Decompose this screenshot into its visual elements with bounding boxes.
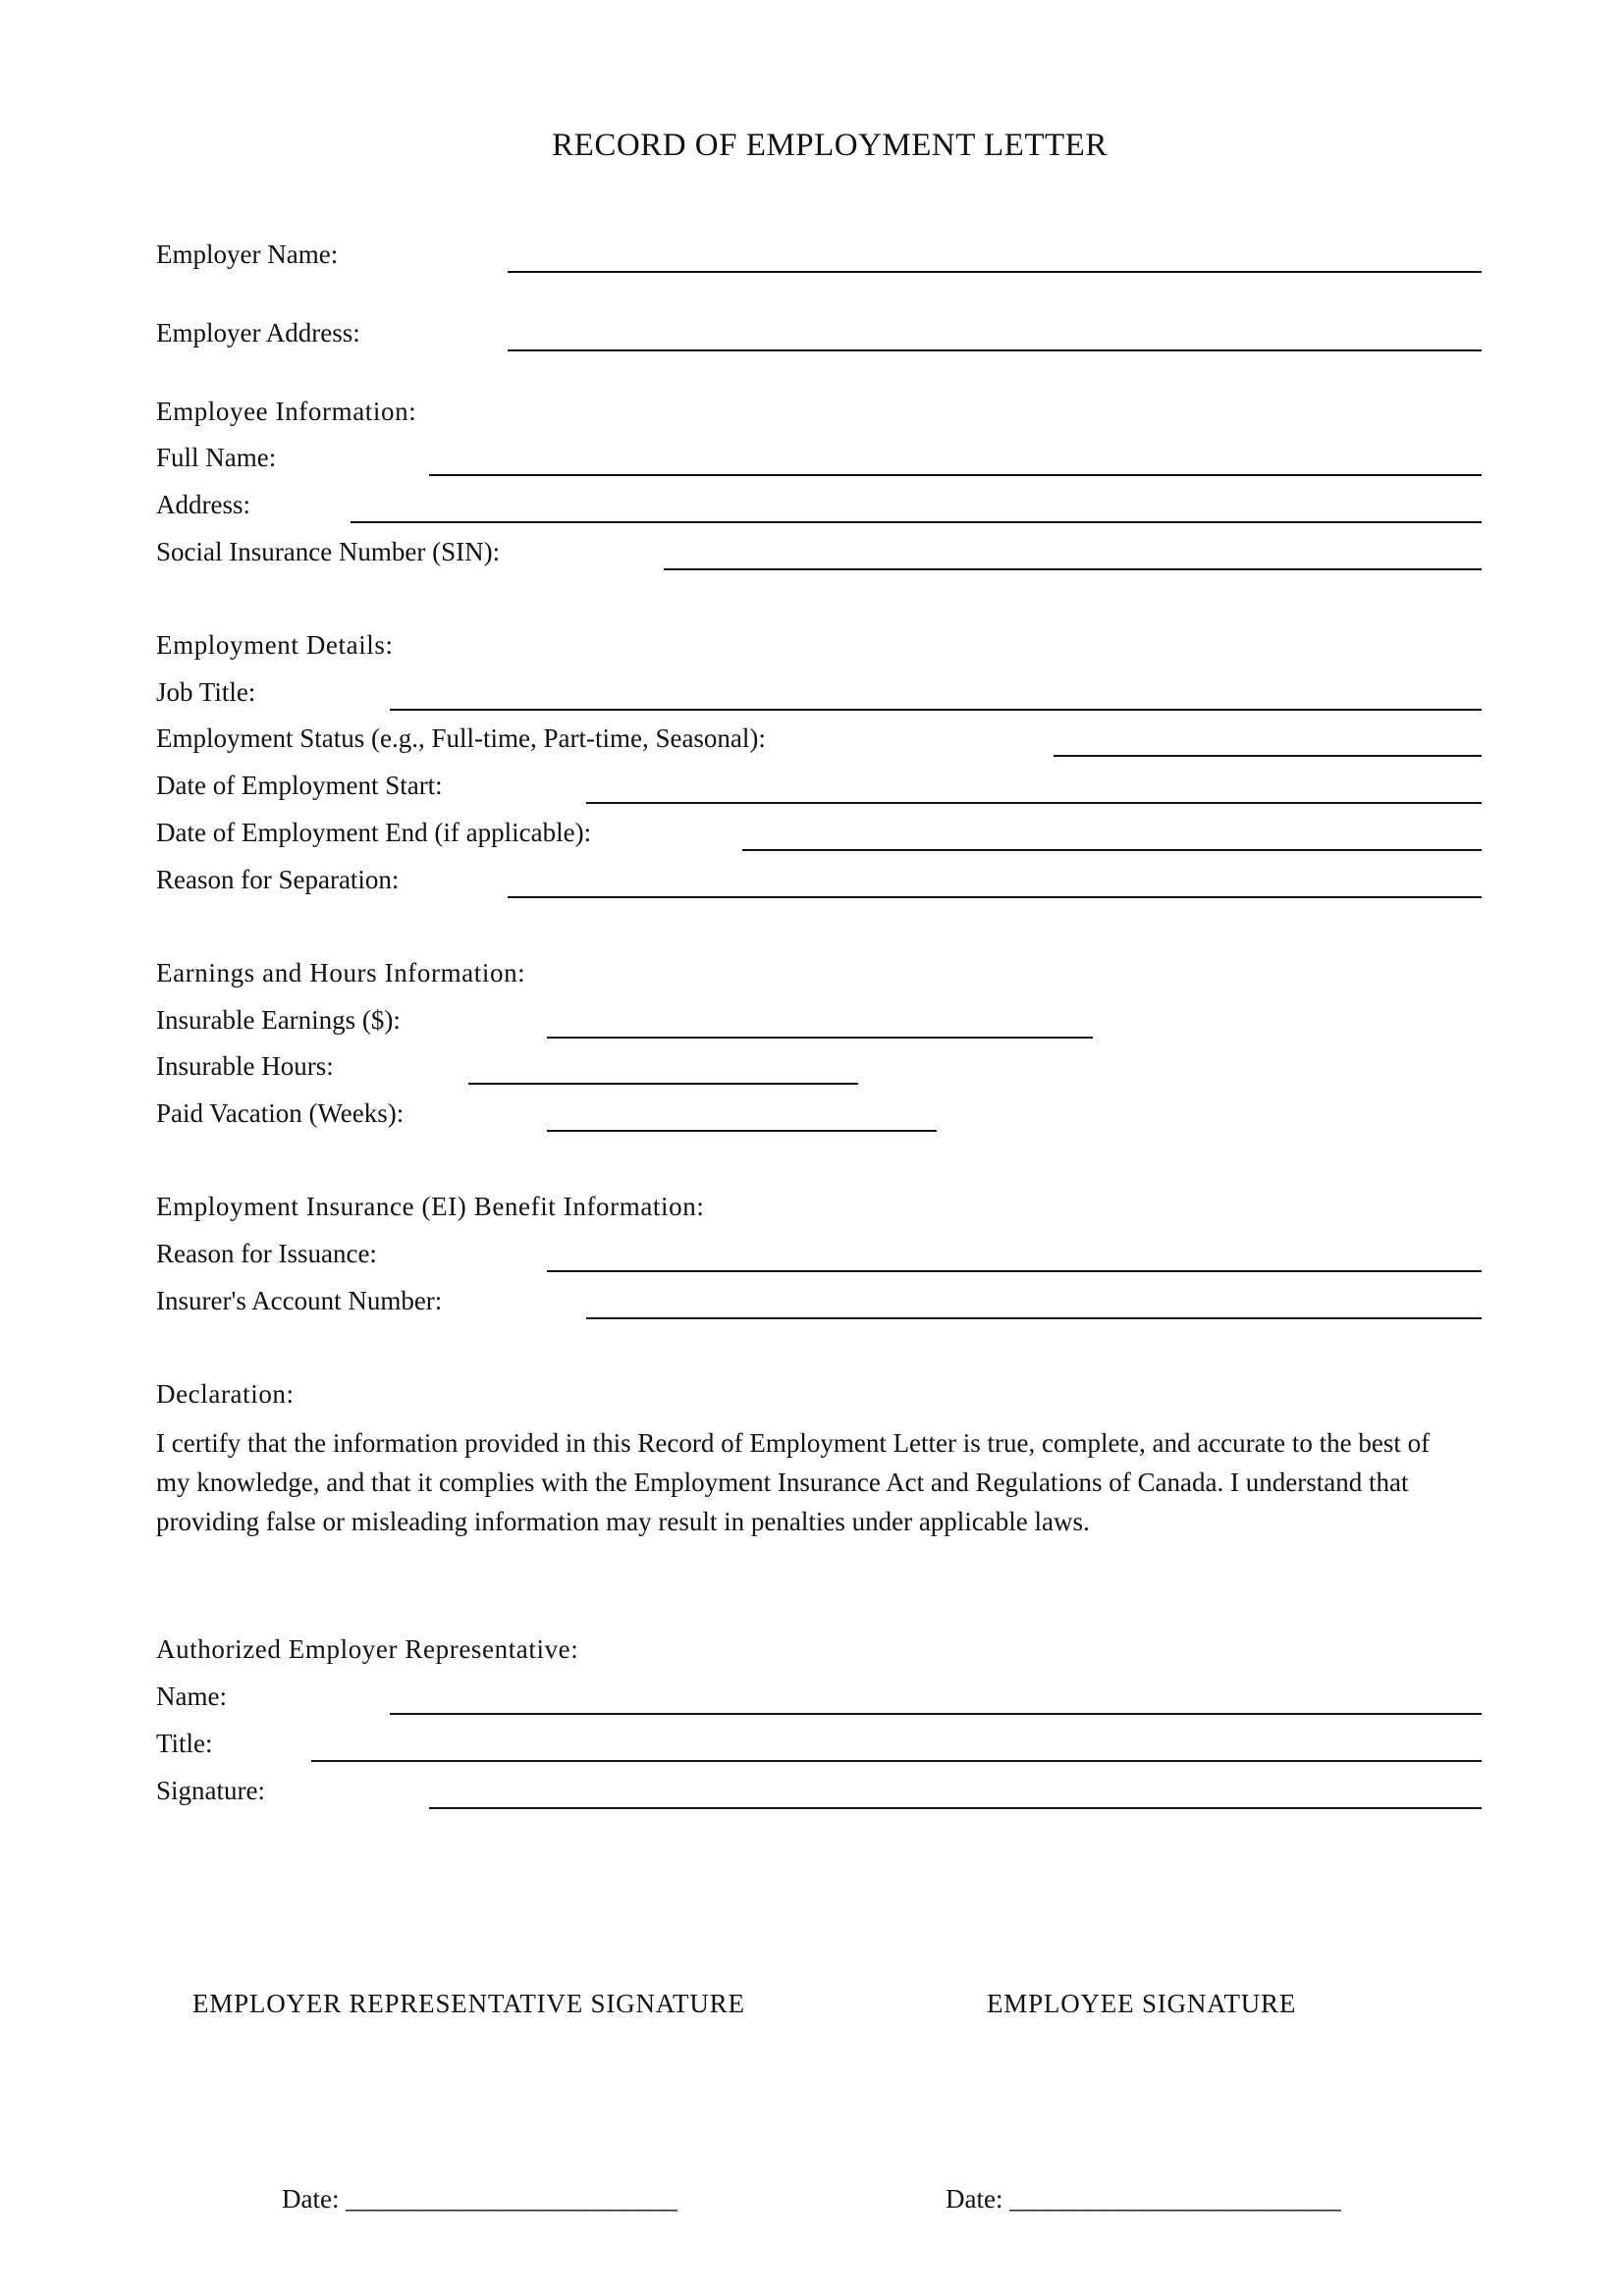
separation-reason-field[interactable] (508, 896, 1482, 898)
earnings-heading: Earnings and Hours Information: (156, 958, 526, 988)
employee-info-heading: Employee Information: (156, 397, 417, 426)
address-field[interactable] (351, 521, 1482, 523)
employee-signature-caption: EMPLOYEE SIGNATURE (987, 1989, 1297, 2018)
paid-vacation-field[interactable] (547, 1130, 937, 1132)
paid-vacation-label: Paid Vacation (Weeks): (156, 1098, 405, 1128)
address-label: Address: (156, 490, 250, 519)
employment-status-field[interactable] (1054, 755, 1482, 757)
declaration-text (156, 1423, 1491, 1541)
employment-details-heading: Employment Details: (156, 630, 394, 660)
sin-label: Social Insurance Number (SIN): (156, 537, 501, 566)
rep-title-field[interactable] (311, 1760, 1482, 1762)
declaration-heading: Declaration: (156, 1379, 295, 1409)
employer-date-field[interactable]: Date: _________________________ (282, 2184, 677, 2214)
insurable-earnings-field[interactable] (547, 1037, 1093, 1039)
rep-signature-label: Signature: (156, 1776, 265, 1805)
employment-start-label: Date of Employment Start: (156, 771, 443, 800)
employer-address-field[interactable] (508, 349, 1482, 351)
rep-name-label: Name: (156, 1682, 227, 1711)
issuance-reason-label: Reason for Issuance: (156, 1239, 377, 1268)
employer-signature-caption: EMPLOYER REPRESENTATIVE SIGNATURE (192, 1989, 745, 2018)
rep-signature-field[interactable] (429, 1807, 1482, 1809)
insurable-hours-label: Insurable Hours: (156, 1051, 334, 1081)
insurable-hours-field[interactable] (468, 1083, 858, 1085)
declaration-line: my knowledge, and that it complies with the Employment Insurance Act and Regulations of Canada. I understand that (156, 1468, 1409, 1497)
employment-end-label: Date of Employment End (if applicable): (156, 818, 592, 847)
employer-name-field[interactable] (508, 271, 1482, 273)
separation-reason-label: Reason for Separation: (156, 865, 400, 894)
declaration-line: providing false or misleading information may result in penalties under applicable laws. (156, 1507, 1090, 1536)
insurable-earnings-label: Insurable Earnings ($): (156, 1005, 401, 1035)
employment-status-label: Employment Status (e.g., Full-time, Part-time, Seasonal): (156, 723, 766, 753)
employment-end-field[interactable] (742, 849, 1482, 851)
rep-title-label: Title: (156, 1729, 213, 1758)
sin-field[interactable] (664, 568, 1482, 570)
employment-start-field[interactable] (586, 802, 1482, 804)
account-number-field[interactable] (586, 1317, 1482, 1319)
full-name-label: Full Name: (156, 443, 277, 472)
issuance-reason-field[interactable] (547, 1270, 1482, 1272)
ei-heading: Employment Insurance (EI) Benefit Information: (156, 1192, 705, 1221)
representative-heading: Authorized Employer Representative: (156, 1634, 579, 1664)
declaration-line: I certify that the information provided in this Record of Employment Letter is true, complete, and accurate to the best of (156, 1428, 1431, 1458)
account-number-label: Insurer's Account Number: (156, 1286, 443, 1315)
document-title: RECORD OF EMPLOYMENT LETTER (552, 128, 1108, 163)
job-title-label: Job Title: (156, 677, 256, 707)
employer-name-label: Employer Name: (156, 240, 339, 269)
job-title-field[interactable] (390, 709, 1482, 711)
full-name-field[interactable] (429, 474, 1482, 476)
employee-date-field[interactable]: Date: _________________________ (946, 2184, 1341, 2214)
rep-name-field[interactable] (390, 1713, 1482, 1715)
employer-address-label: Employer Address: (156, 318, 360, 347)
